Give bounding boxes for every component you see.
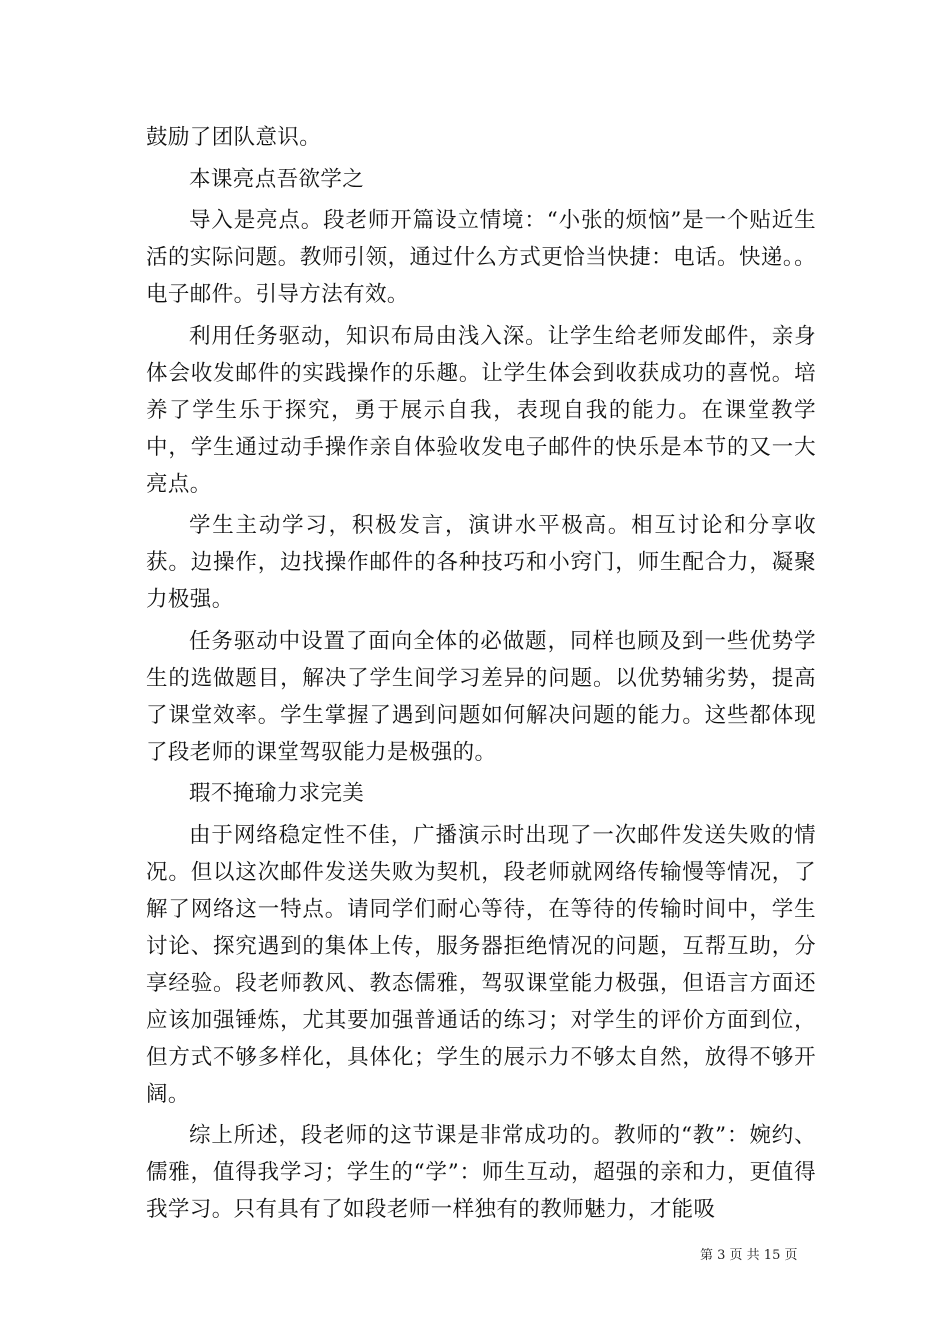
paragraph-summary: 综上所述，段老师的这节课是非常成功的。教师的“教”：婉约、儒雅，值得我学习；学生的“学”：师生互动，超强的亲和力，更值得我学习。只有具有了如段老师一样独有的教师魅力，才能吸 [146,1123,816,1222]
page-number-footer: 第 3 页 共 15 页 [700,1248,798,1263]
paragraph-differentiated-tasks: 任务驱动中设置了面向全体的必做题，同样也顾及到一些优势学生的选做题目，解决了学生间学习差异的问题。以优势辅劣势，提高了课堂效率。学生掌握了遇到问题如何解决问题的能力。这些都体现了段老师的课堂驾驭能力是极强的。 [146,628,816,765]
paragraph-network-issue: 由于网络稳定性不佳，广播演示时出现了一次邮件发送失败的情况。但以这次邮件发送失败为契机，段老师就网络传输慢等情况，了解了网络这一特点。请同学们耐心等待，在等待的传输时间中，学生讨论、探究遇到的集体上传，服务器拒绝情况的问题，互帮互助，分享经验。段老师教风、教态儒雅，驾驭课堂能力极强，但语言方面还应该加强锤炼，尤其要加强普通话的练习；对学生的评价方面到位，但方式不够多样化，具体化；学生的展示力不够太自然，放得不够开阔。 [146,822,816,1107]
paragraph-introduction: 导入是亮点。段老师开篇设立情境：“小张的烦恼”是一个贴近生活的实际问题。教师引领，通过什么方式更恰当快捷：电话。快递。。电子邮件。引导方法有效。 [146,208,816,307]
section-heading-highlights: 本课亮点吾欲学之 [189,166,365,192]
paragraph-team-spirit: 鼓励了团队意识。 [146,125,322,150]
section-heading-improvements: 瑕不掩瑜力求完美 [189,781,365,806]
paragraph-task-driven: 利用任务驱动，知识布局由浅入深。让学生给老师发邮件，亲身体会收发邮件的实践操作的乐趣。让学生体会到收获成功的喜悦。培养了学生乐于探究，勇于展示自我，表现自我的能力。在课堂教学中，学生通过动手操作亲自体验收发电子邮件的快乐是本节的又一大亮点。 [146,323,816,497]
document-body [146,119,816,1233]
paragraph-active-learning: 学生主动学习，积极发言，演讲水平极高。相互讨论和分享收获。边操作，边找操作邮件的各种技巧和小窍门，师生配合力，凝聚力极强。 [146,513,816,612]
